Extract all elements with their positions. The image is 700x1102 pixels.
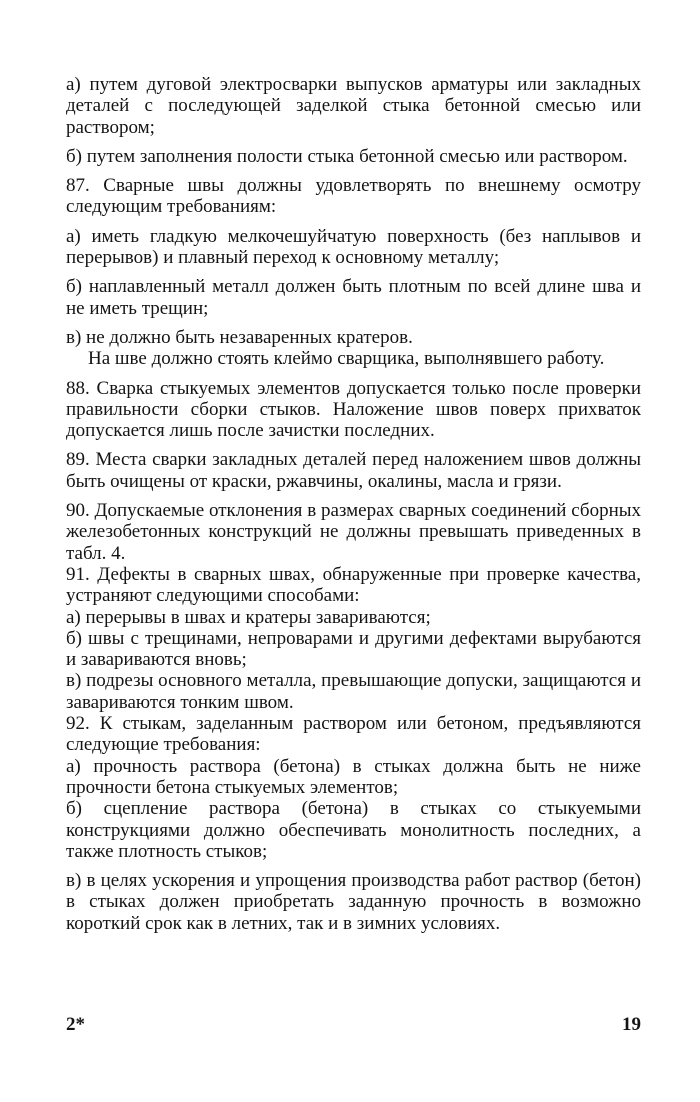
paragraph-92-a: а) прочность раствора (бетона) в стыках должна быть не ниже прочности бетона стыкуемых элементов;	[66, 755, 641, 798]
paragraph-87: 87. Сварные швы должны удовлетворять по внешнему осмотру следующим требованиям:	[66, 175, 641, 218]
paragraph-a-arc-welding: а) путем дуговой электросварки выпусков арматуры или закладных деталей с последующей заделкой стыка бетонной смесью или раствором;	[66, 74, 641, 138]
paragraph-87-c: в) не должно быть незаваренных кратеров.	[66, 326, 413, 348]
page-number: 19	[622, 1014, 641, 1035]
paragraph-b-filling: б) путем заполнения полости стыка бетонной смесью или раствором.	[66, 145, 628, 167]
paragraph-92-c: в) в целях ускорения и упрощения производства работ раствор (бетон) в стыках должен приобретать заданную прочность в возможно короткий срок как в летних, так и в зимних условиях.	[66, 870, 641, 934]
paragraph-87-a: а) иметь гладкую мелкочешуйчатую поверхность (без наплывов и перерывов) и плавный переход к основному металлу;	[66, 225, 641, 269]
paragraph-88: 88. Сварка стыкуемых элементов допускается только после проверки правильности сборки стыков. Наложение швов поверх прихваток допускается лишь после зачистки последних.	[66, 377, 641, 442]
paragraph-92: 92. К стыкам, заделанным раствором или бетоном, предъявляются следующие требования:	[66, 713, 641, 756]
paragraph-91-a: а) перерывы в швах и кратеры завариваются;	[66, 606, 431, 628]
paragraph-stamp: На шве должно стоять клеймо сварщика, выполнявшего работу.	[88, 348, 605, 370]
paragraph-89: 89. Места сварки закладных деталей перед наложением швов должны быть очищены от краски, ржавчины, окалины, масла и грязи.	[66, 449, 641, 492]
paragraph-91-b: б) швы с трещинами, непроварами и другими дефектами вырубаются и завариваются вновь;	[66, 627, 641, 671]
signature-mark: 2*	[66, 1014, 85, 1035]
paragraph-90: 90. Допускаемые отклонения в размерах сварных соединений сборных железобетонных конструкций не должны превышать приведенных в табл. 4.	[66, 500, 641, 564]
paragraph-87-b: б) наплавленный металл должен быть плотным по всей длине шва и не иметь трещин;	[66, 276, 641, 319]
paragraph-91-c: в) подрезы основного металла, превышающие допуски, защищаются и завариваются тонким швом.	[66, 670, 641, 713]
body-text	[66, 74, 641, 934]
paragraph-91: 91. Дефекты в сварных швах, обнаруженные при проверке качества, устраняют следующими способами:	[66, 563, 641, 607]
paragraph-92-b: б) сцепление раствора (бетона) в стыках со стыкуемыми конструкциями должно обеспечивать монолитность последних, а также плотность стыков;	[66, 798, 641, 862]
